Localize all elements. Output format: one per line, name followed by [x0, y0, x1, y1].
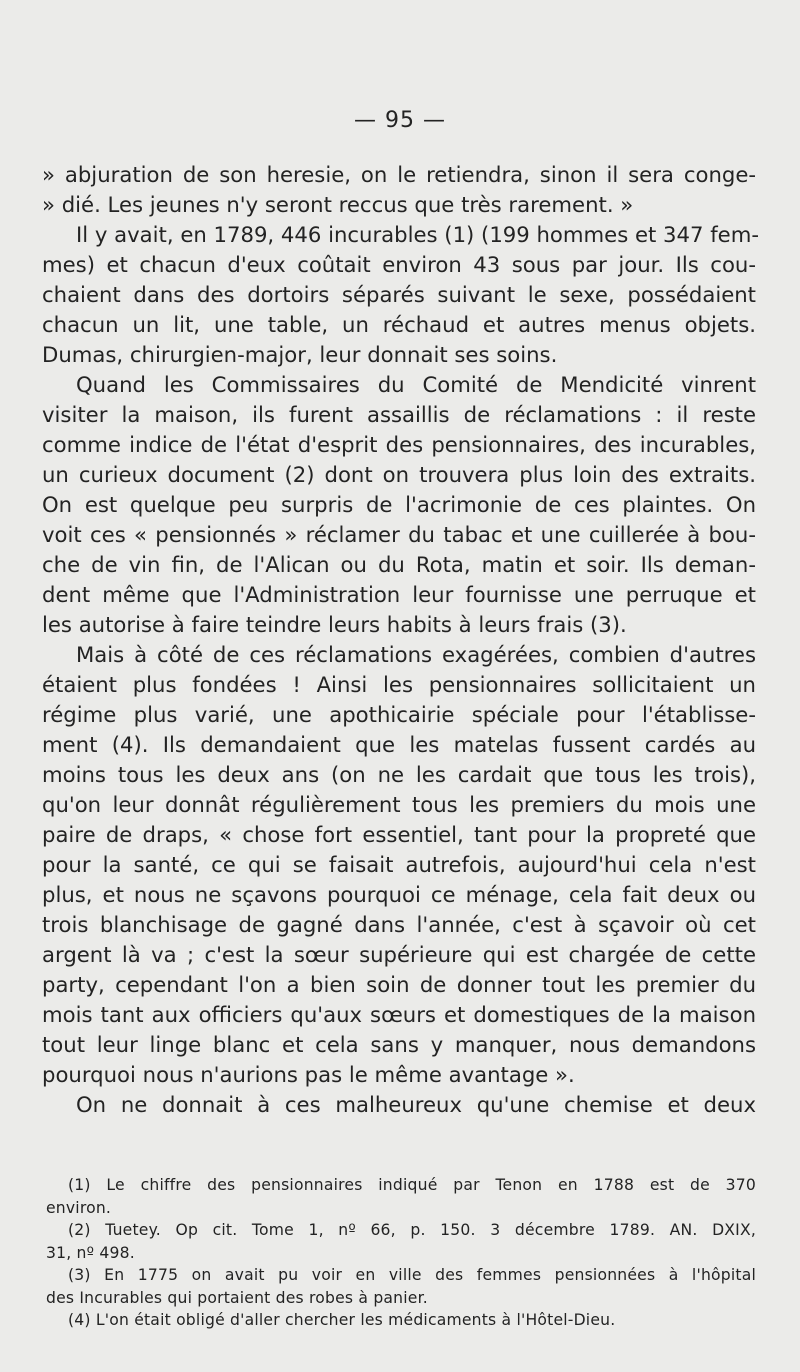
footnote-line: (1) Le chiffre des pensionnaires indiqué par Tenon en 1788 est de 370 [68, 1176, 756, 1194]
text-line: qu'on leur donnât régulièrement tous les premiers du mois une [42, 792, 756, 817]
text-line: un curieux document (2) dont on trouvera plus loin des extraits. [42, 462, 756, 487]
footnote-line: 31, nº 498. [46, 1243, 135, 1262]
text-line: visiter la maison, ils furent assaillis de réclamations : il reste [42, 402, 756, 427]
footnote-line: (4) L'on était obligé d'aller chercher les médicaments à l'Hôtel-Dieu. [68, 1311, 616, 1329]
text-line: pour la santé, ce qui se faisait autrefois, aujourd'hui cela n'est [42, 852, 756, 877]
text-line: On ne donnait à ces malheureux qu'une chemise et deux [76, 1092, 756, 1117]
text-line: chaient dans des dortoirs séparés suivant le sexe, possédaient [42, 282, 756, 307]
text-line: Il y avait, en 1789, 446 incurables (1) (199 hommes et 347 fem- [76, 222, 760, 247]
text-line: dent même que l'Administration leur fournisse une perruque et [42, 582, 756, 607]
text-line: party, cependant l'on a bien soin de donner tout les premier du [42, 972, 756, 997]
footnotes [46, 1174, 756, 1332]
text-line: che de vin fin, de l'Alican ou du Rota, matin et soir. Ils deman- [42, 552, 756, 577]
text-line: régime plus varié, une apothicairie spéciale pour l'établisse- [42, 702, 756, 727]
text-line: On est quelque peu surpris de l'acrimonie de ces plaintes. On [42, 492, 756, 517]
text-line: chacun un lit, une table, un réchaud et autres menus objets. [42, 312, 756, 337]
text-line: voit ces « pensionnés » réclamer du tabac et une cuillerée à bou- [42, 522, 756, 547]
text-line: les autorise à faire teindre leurs habits à leurs frais (3). [42, 612, 627, 637]
text-line: mois tant aux officiers qu'aux sœurs et domestiques de la maison [42, 1002, 756, 1027]
footnote-line: environ. [46, 1198, 112, 1217]
footnote-line: (3) En 1775 on avait pu voir en ville des femmes pensionnées à l'hôpital [68, 1266, 756, 1284]
text-line: tout leur linge blanc et cela sans y manquer, nous demandons [42, 1032, 756, 1057]
page-number: — 95 — [354, 108, 446, 133]
text-line: étaient plus fondées ! Ainsi les pensionnaires sollicitaient un [42, 672, 756, 697]
text-line: pourquoi nous n'aurions pas le même avantage ». [42, 1062, 575, 1087]
text-line: ment (4). Ils demandaient que les matelas fussent cardés au [42, 732, 756, 757]
footnote-line: (2) Tuetey. Op cit. Tome 1, nº 66, p. 150. 3 décembre 1789. AN. DXIX, [68, 1221, 756, 1239]
text-line: trois blanchisage de gagné dans l'année, c'est à sçavoir où cet [42, 912, 756, 937]
text-line: argent là va ; c'est la sœur supérieure qui est chargée de cette [42, 942, 756, 967]
text-line: mes) et chacun d'eux coûtait environ 43 sous par jour. Ils cou- [42, 252, 756, 277]
text-line: Quand les Commissaires du Comité de Mendicité vinrent [76, 372, 756, 397]
text-line: » dié. Les jeunes n'y seront reccus que très rarement. » [42, 192, 634, 217]
text-line: plus, et nous ne sçavons pourquoi ce ménage, cela fait deux ou [42, 882, 756, 907]
footnote-line: des Incurables qui portaient des robes à panier. [46, 1288, 428, 1307]
body-text [42, 160, 760, 1120]
text-line: moins tous les deux ans (on ne les cardait que tous les trois), [42, 762, 756, 787]
text-line: » abjuration de son heresie, on le retiendra, sinon il sera conge- [42, 162, 756, 187]
text-line: comme indice de l'état d'esprit des pensionnaires, des incurables, [42, 432, 756, 457]
text-line: Mais à côté de ces réclamations exagérées, combien d'autres [76, 642, 756, 667]
text-line: paire de draps, « chose fort essentiel, tant pour la propreté que [42, 822, 756, 847]
text-line: Dumas, chirurgien-major, leur donnait ses soins. [42, 342, 558, 367]
